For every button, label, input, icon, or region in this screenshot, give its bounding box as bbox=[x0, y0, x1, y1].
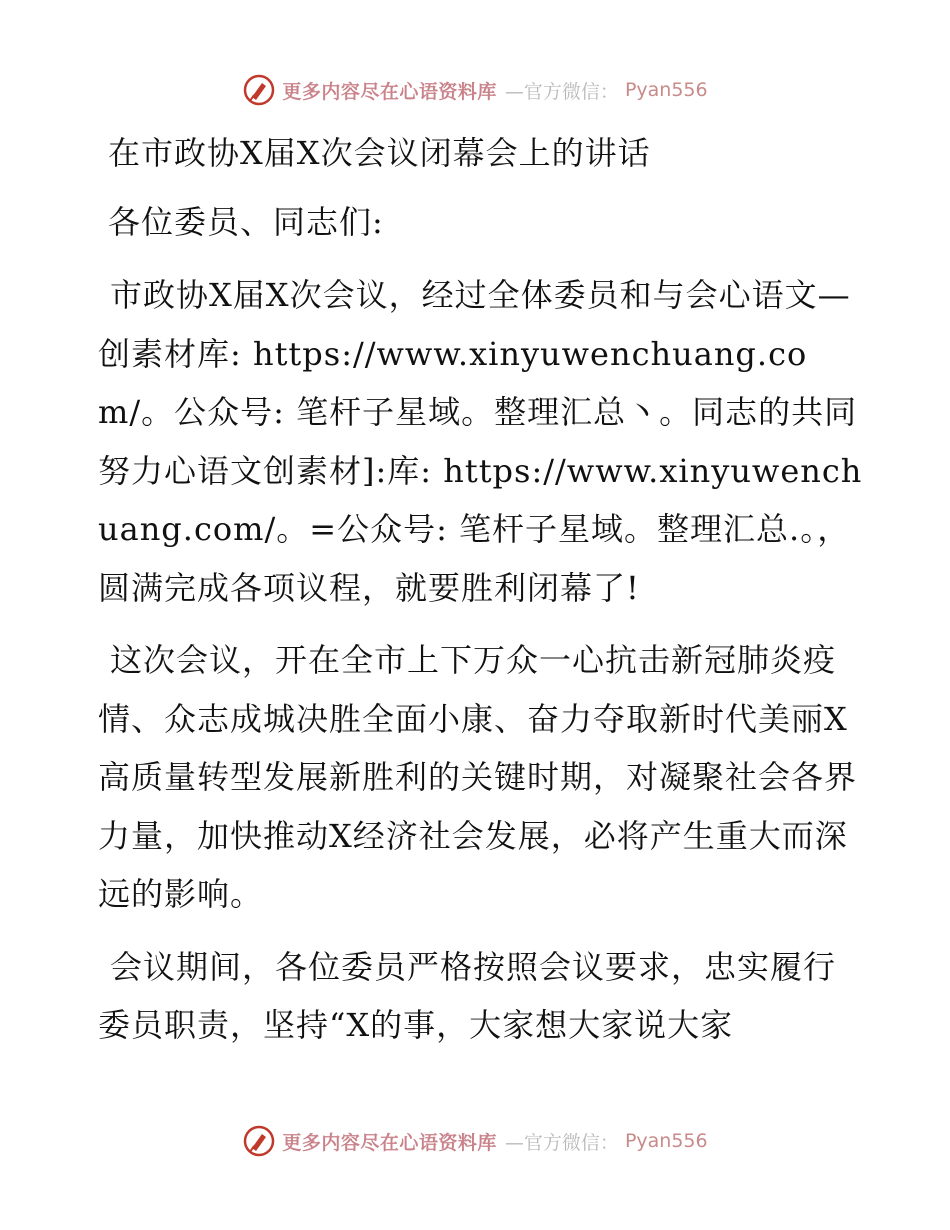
pen-logo-icon bbox=[242, 73, 276, 107]
pen-logo-icon bbox=[242, 1124, 276, 1158]
watermark-footer bbox=[0, 1121, 950, 1161]
watermark-header bbox=[0, 70, 950, 110]
watermark-official-label: —官方微信： bbox=[504, 1131, 619, 1154]
watermark-wechat-id: Pyan556 bbox=[624, 79, 708, 101]
watermark-brand-text: 更多内容尽在心语资料库 bbox=[282, 80, 497, 103]
document-greeting: 各位委员、同志们: bbox=[108, 202, 384, 241]
document-body bbox=[98, 124, 868, 1055]
paragraph-2: 这次会议，开在全市上下万众一心抗击新冠肺炎疫情、众志成城决胜全面小康、奋力夺取新时代美丽X高质量转型发展新胜利的关键时期，对凝聚社会各界力量，加快推动X经济社会发展，必将产生重大而深远的影响。 bbox=[98, 641, 858, 913]
watermark-brand-text: 更多内容尽在心语资料库 bbox=[282, 1131, 497, 1154]
watermark-official-label: —官方微信： bbox=[504, 80, 619, 103]
paragraph-1: 市政协X届X次会议，经过全体委员和与会心语文—创素材库: https://www.xinyuwenchuang.com/。公众号: 笔杆子星域。整理汇总丶。同志的共同努力心语文创素材]:库: https://www.xinyuwenchuang.com/。=公众号: 笔杆子星域。整理汇总.。，圆满完成各项议程，就要胜利闭幕了! bbox=[98, 276, 863, 607]
paragraph-3: 会议期间，各位委员严格按照会议要求，忠实履行委员职责，坚持“X的事，大家想大家说大家 bbox=[98, 947, 837, 1044]
watermark-wechat-id: Pyan556 bbox=[624, 1130, 708, 1152]
document-title: 在市政协X届X次会议闭幕会上的讲话 bbox=[108, 134, 651, 172]
